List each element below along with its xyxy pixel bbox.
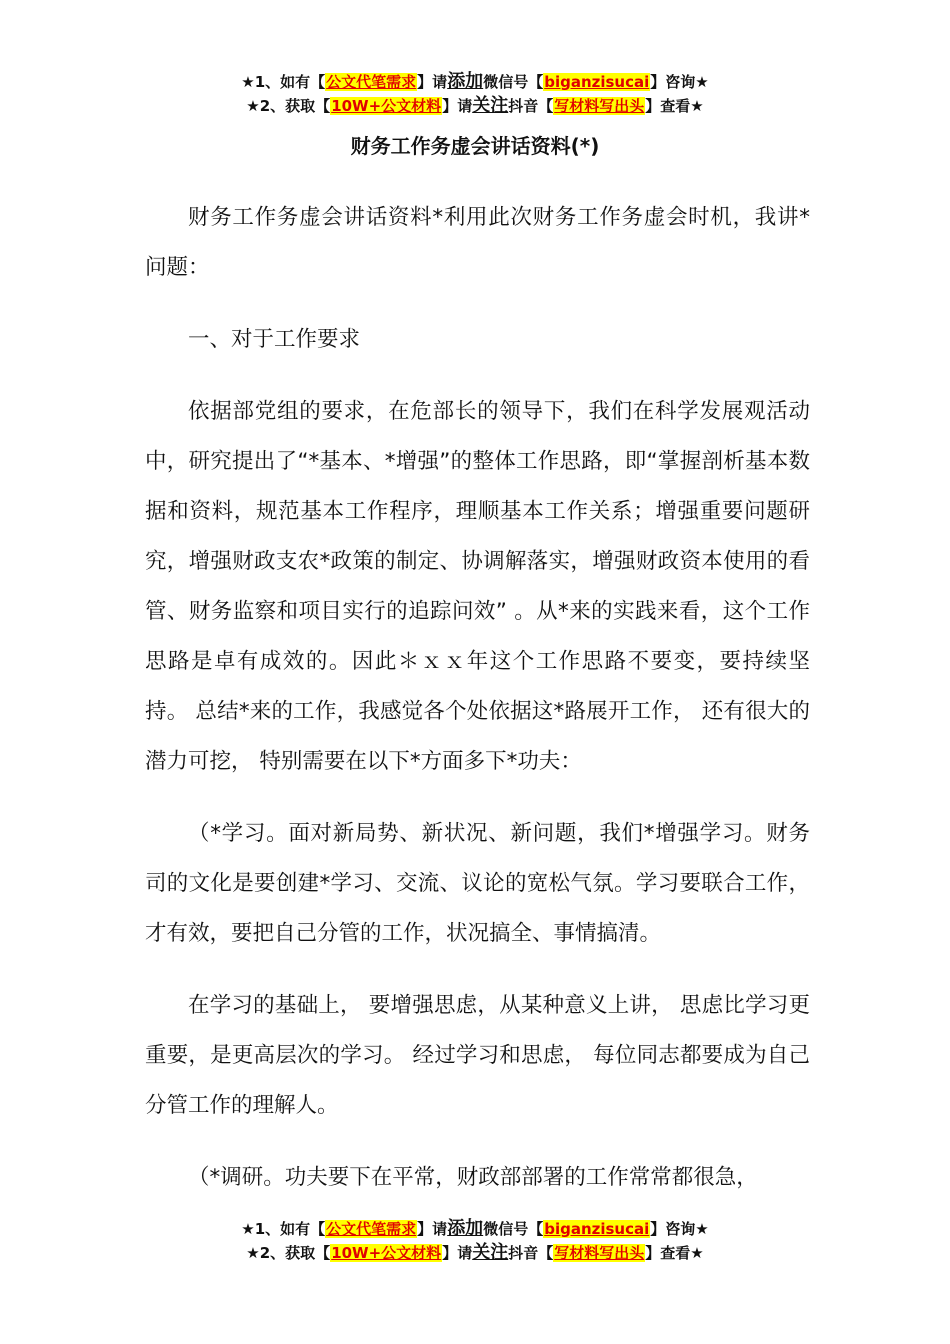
banner-wechat-id: biganzisucai bbox=[544, 1220, 650, 1238]
section-heading: 一、对于工作要求 bbox=[188, 327, 361, 352]
banner-wechat-id: biganzisucai bbox=[544, 73, 650, 91]
header-banner bbox=[0, 70, 950, 118]
banner-highlight: 公文代笔需求 bbox=[326, 1220, 417, 1238]
banner-line-1: ★1、如有【公文代笔需求】请添加微信号【biganzisucai】咨询★ bbox=[241, 1218, 709, 1239]
footer-banner bbox=[0, 1217, 950, 1265]
banner-douyin-id: 写材料写出头 bbox=[554, 97, 645, 115]
document-title: 财务工作务虚会讲话资料(*) bbox=[350, 134, 600, 158]
banner-line-1: ★1、如有【公文代笔需求】请添加微信号【biganzisucai】咨询★ bbox=[241, 71, 709, 92]
paragraph: 依据部党组的要求，在危部长的领导下，我们在科学发展观活动中，研究提出了“*基本、*增强”的整体工作思路，即“掌握剖析基本数据和资料，规范基本工作程序，理顺基本工作关系；增强重要问题研究，增强财政支农*政策的制定、协调解落实，增强财政资本使用的看管、财务监察和项目实行的追踪问效” 。从*来的实践来看，这个工作思路是卓有成效的。因此＊ｘｘ年这个工作思路不要变，要持续坚持。 总结*来的工作，我感觉各个处依据这*路展开工作， 还有很大的潜力可挖， 特别需要在以下*方面多下*功夫： bbox=[145, 399, 810, 774]
paragraph: 在学习的基础上， 要增强思虑，从某种意义上讲， 思虑比学习更重要，是更高层次的学习。 经过学习和思虑， 每位同志都要成为自己分管工作的理解人。 bbox=[145, 993, 810, 1118]
banner-highlight: 10W+公文材料 bbox=[331, 1244, 442, 1262]
banner-line-2: ★2、获取【10W+公文材料】请关注抖音【写材料写出头】查看★ bbox=[246, 1242, 704, 1263]
banner-line-2: ★2、获取【10W+公文材料】请关注抖音【写材料写出头】查看★ bbox=[246, 95, 704, 116]
paragraph: （*调研。功夫要下在平常，财政部部署的工作常常都很急， bbox=[188, 1165, 758, 1190]
paragraph: （*学习。面对新局势、新状况、新问题，我们*增强学习。财务司的文化是要创建*学习、交流、议论的宽松气氛。学习要联合工作，才有效，要把自己分管的工作，状况搞全、事情搞清。 bbox=[145, 821, 810, 946]
banner-highlight: 10W+公文材料 bbox=[331, 97, 442, 115]
paragraph: 财务工作务虚会讲话资料*利用此次财务工作务虚会时机，我讲*问题： bbox=[145, 205, 810, 280]
document-body bbox=[145, 193, 810, 1203]
banner-highlight: 公文代笔需求 bbox=[326, 73, 417, 91]
banner-douyin-id: 写材料写出头 bbox=[554, 1244, 645, 1262]
